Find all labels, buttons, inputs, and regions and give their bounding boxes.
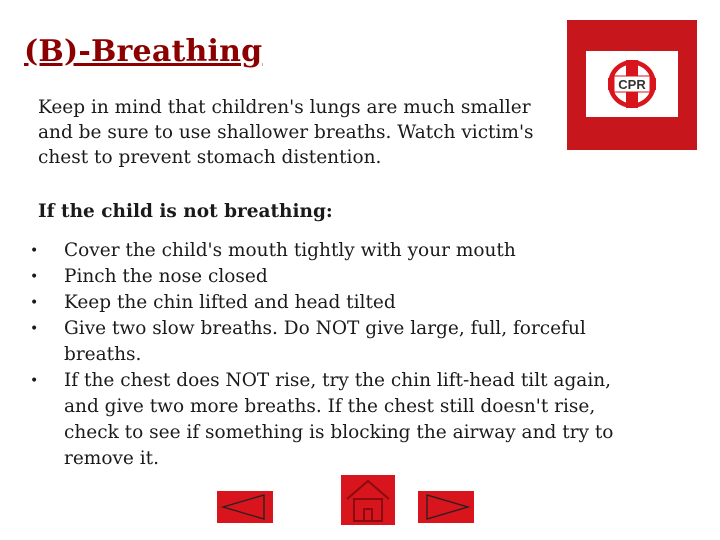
intro-paragraph: Keep in mind that children's lungs are much smaller and be sure to use shallower breaths. Watch victim's chest to prevent stomach distention. [38,97,534,168]
cpr-logo-text: CPR [618,77,646,92]
bullet: • [30,243,39,259]
list-item [30,368,650,472]
left-triangle-icon [217,491,273,523]
bullet: • [30,269,39,285]
list-item [30,290,650,316]
home-button[interactable] [341,475,395,525]
step-text: Keep the chin lifted and head tilted [64,292,396,313]
step-text: Pinch the nose closed [64,266,268,287]
bullet: • [30,321,39,337]
cpr-logo [567,20,697,150]
steps-list [30,238,650,472]
list-item [30,238,650,264]
list-item [30,316,650,368]
slide-title: (B)-Breathing [24,34,263,69]
subheading: If the child is not breathing: [38,201,333,222]
back-button[interactable] [217,491,273,523]
list-item [30,264,650,290]
bullet: • [30,295,39,311]
cpr-logo-panel [586,51,678,117]
cpr-cross-logo-icon [586,51,678,117]
right-triangle-icon [418,491,474,523]
step-text: If the chest does NOT rise, try the chin lift-head tilt again, and give two more breaths. If the chest still doesn't rise, check to see if something is blocking the airway and try to remove it. [64,370,614,469]
house-icon [341,475,395,525]
bullet: • [30,373,39,389]
step-text: Give two slow breaths. Do NOT give large, full, forceful breaths. [64,318,586,365]
forward-button[interactable] [418,491,474,523]
step-text: Cover the child's mouth tightly with your mouth [64,240,516,261]
